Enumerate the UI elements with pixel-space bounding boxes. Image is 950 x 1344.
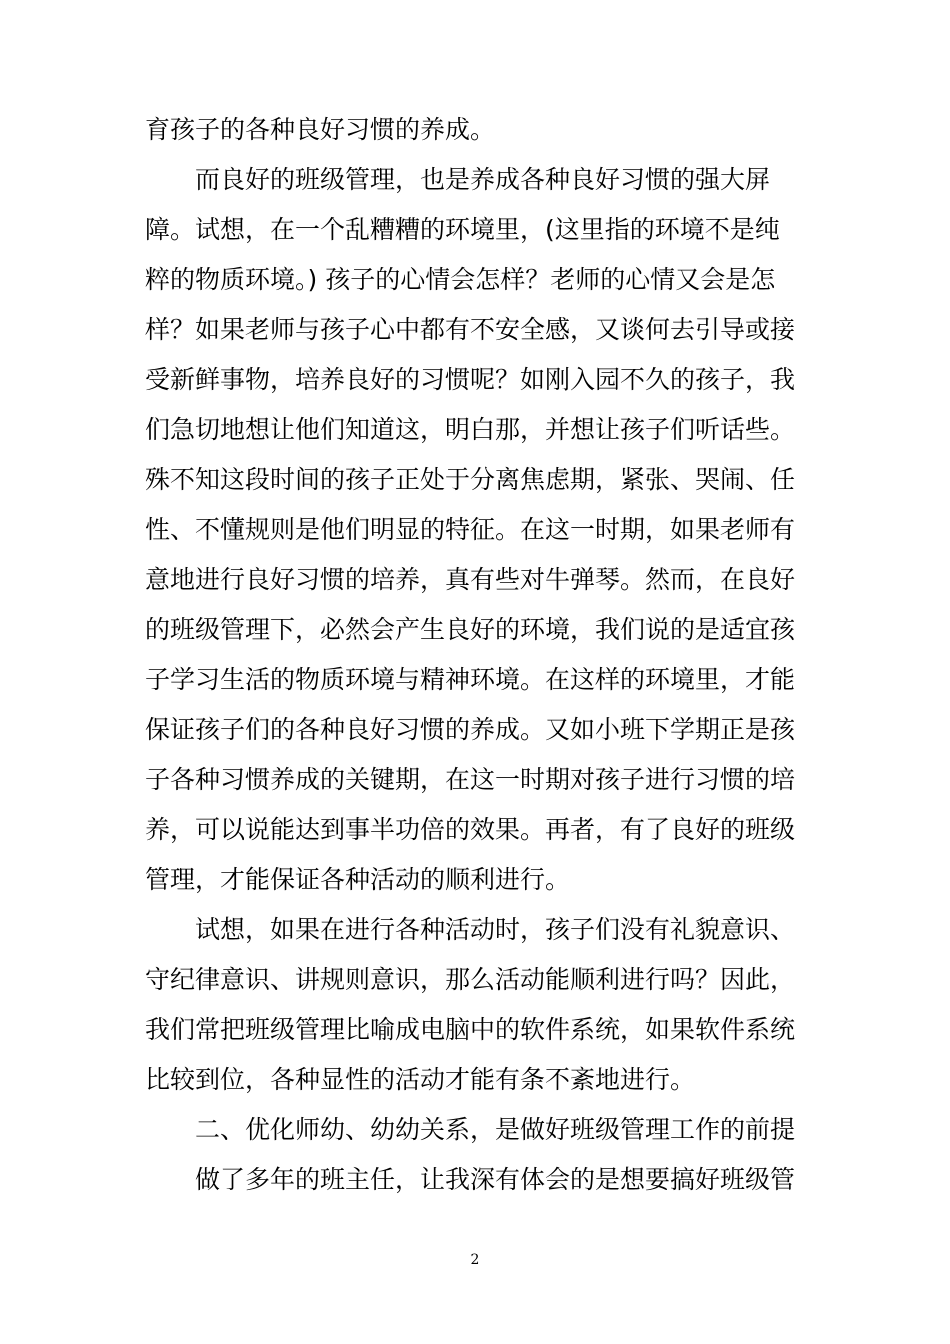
- text-line-2: 而良好的班级管理，也是养成各种良好习惯的强大屏: [195, 165, 771, 194]
- text-line-10: 意地进行良好习惯的培养，真有些对牛弹琴。然而，在良好: [145, 565, 796, 594]
- text-line-16: 管理，才能保证各种活动的顺利进行。: [145, 865, 571, 894]
- text-line-9: 性、不懂规则是他们明显的特征。在这一时期，如果老师有: [145, 515, 796, 544]
- text-line-15: 养，可以说能达到事半功倍的效果。再者，有了良好的班级: [145, 815, 796, 844]
- text-line-3: 障。试想，在一个乱糟糟的环境里，(这里指的环境不是纯: [145, 215, 780, 244]
- text-line-14: 子各种习惯养成的关键期，在这一时期对孩子进行习惯的培: [145, 765, 796, 794]
- text-line-18: 守纪律意识、讲规则意识，那么活动能顺利进行吗？因此，: [145, 965, 796, 994]
- text-line-22: 做了多年的班主任，让我深有体会的是想要搞好班级管: [195, 1165, 796, 1194]
- text-line-11: 的班级管理下，必然会产生良好的环境，我们说的是适宜孩: [145, 615, 796, 644]
- text-line-6: 受新鲜事物，培养良好的习惯呢？如刚入园不久的孩子，我: [145, 365, 796, 394]
- section-heading: 二、优化师幼、幼幼关系，是做好班级管理工作的前提: [195, 1115, 796, 1144]
- page-number: 2: [470, 1252, 480, 1268]
- text-line-20: 比较到位，各种显性的活动才能有条不紊地进行。: [145, 1065, 696, 1094]
- text-line-12: 子学习生活的物质环境与精神环境。在这样的环境里，才能: [145, 665, 796, 694]
- text-line-17: 试想，如果在进行各种活动时，孩子们没有礼貌意识、: [195, 915, 796, 944]
- text-line-4: 粹的物质环境。) 孩子的心情会怎样？老师的心情又会是怎: [145, 265, 776, 294]
- text-line-7: 们急切地想让他们知道这，明白那，并想让孩子们听话些。: [145, 415, 796, 444]
- text-line-8: 殊不知这段时间的孩子正处于分离焦虑期，紧张、哭闹、任: [145, 465, 796, 494]
- text-line-19: 我们常把班级管理比喻成电脑中的软件系统，如果软件系统: [145, 1015, 796, 1044]
- text-line-13: 保证孩子们的各种良好习惯的养成。又如小班下学期正是孩: [145, 715, 796, 744]
- text-line-5: 样？如果老师与孩子心中都有不安全感，又谈何去引导或接: [145, 315, 796, 344]
- text-line-1: 育孩子的各种良好习惯的养成。: [145, 115, 496, 144]
